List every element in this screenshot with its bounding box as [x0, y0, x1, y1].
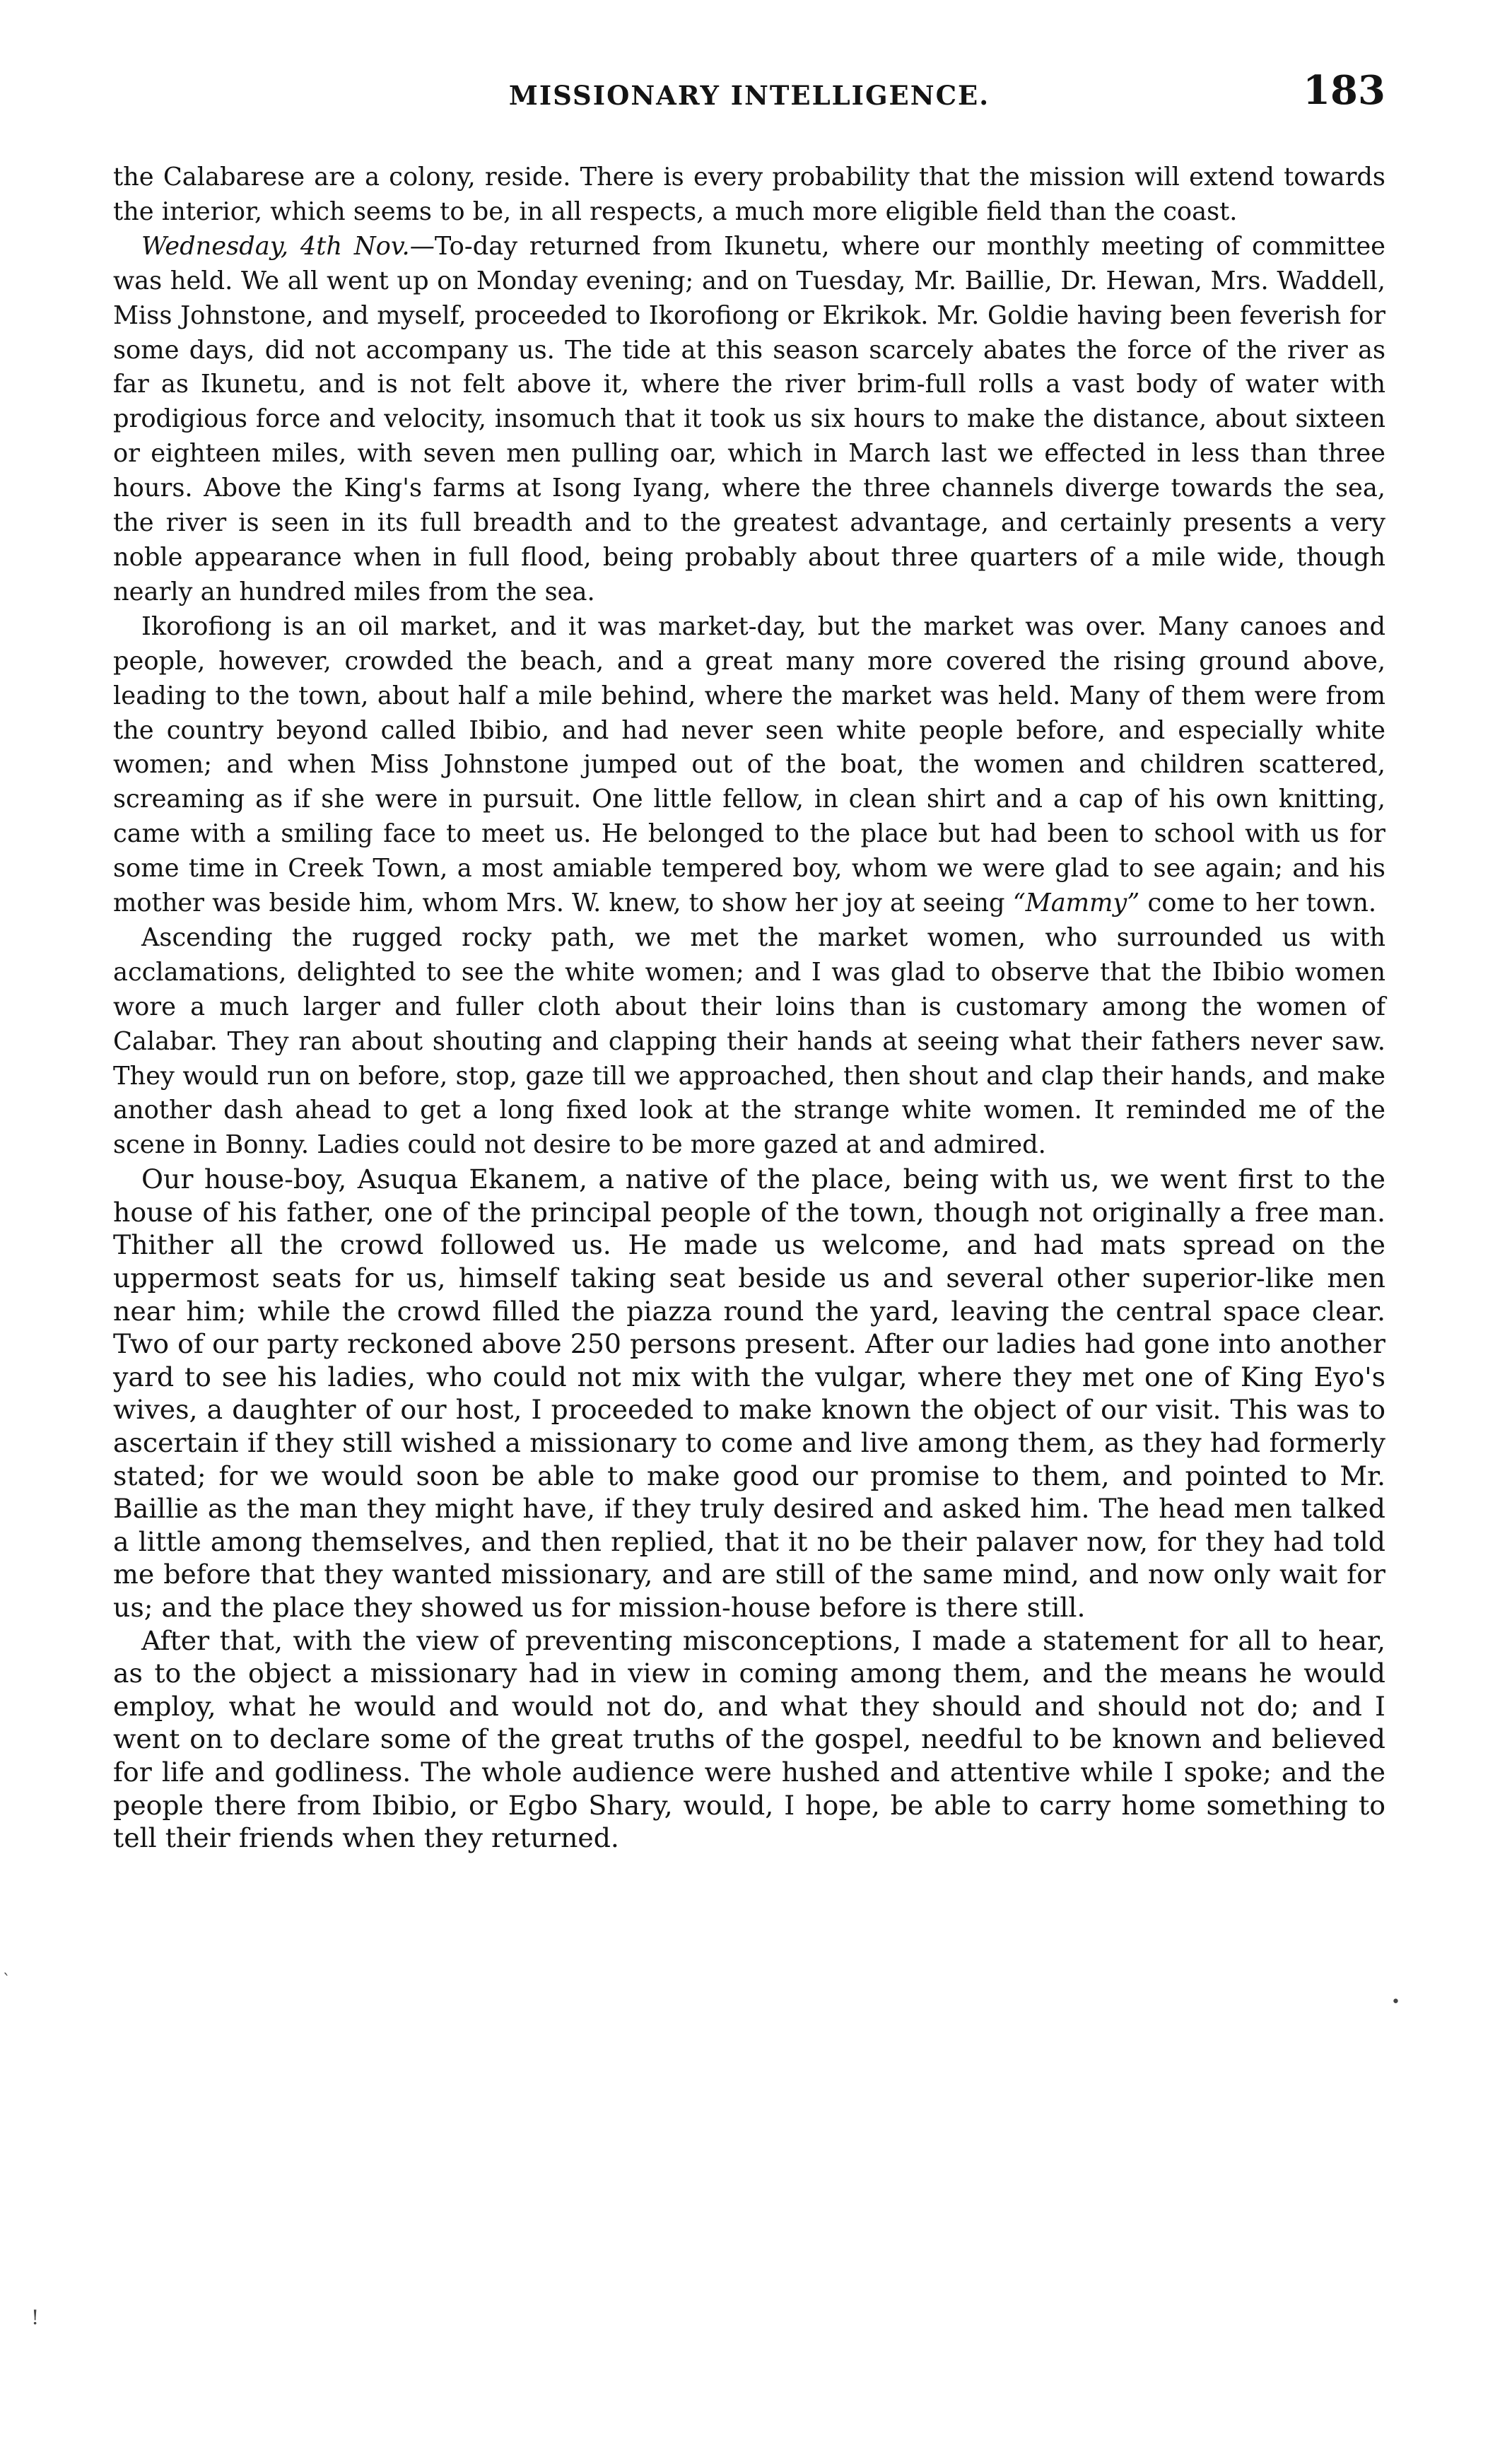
dateline: Wednesday, 4th Nov. — [141, 231, 410, 261]
margin-mark-right: • — [1391, 1993, 1400, 2011]
page-number: 183 — [1303, 67, 1385, 114]
running-header — [113, 67, 1385, 131]
margin-mark-bottom-left: ! — [31, 2306, 40, 2329]
paragraph-5: Our house-boy, Asuqua Ekanem, a native of the place, being with us, we went first to the house of his father, one of the principal people of the town, though not originally a free man. Thither all the crowd followed us. He made us welcome, and had mats spread on the uppermost seats for us, himself taking seat beside us and several other superior-like men near him; while the crowd filled the piazza round the yard, leaving the central space clear. Two of our party reckoned above 250 persons present. After our ladies had gone into another yard to see his ladies, who could not mix with the vulgar, where they met one of King Eyo's wives, a daughter of our host, I proceeded to make known the object of our visit. This was to ascertain if they still wished a missionary to come and live among them, as they had formerly stated; for we would soon be able to make good our promise to them, and pointed to Mr. Baillie as the man they might have, if they truly desired and asked him. The head men talked a little among themselves, and then replied, that it no be their palaver now, for they had told me before that they wanted missionary, and are still of the same mind, and now only wait for us; and the place they showed us for mission-house before is there still. — [113, 1163, 1385, 1623]
margin-mark-top-left: ` — [3, 1972, 11, 1990]
paragraph-2-text: —To-day returned from Ikunetu, where our monthly meeting of committee was held. We all went up on Monday evening; and on Tuesday, Mr. Baillie, Dr. Hewan, Mrs. Waddell, Miss Johnstone, and myself, proceeded to Ikorofiong or Ekrikok. Mr. Goldie having been feverish for some days, did not accompany us. The tide at this season scarcely abates the force of the river as far as Ikunetu, and is not felt above it, where the river brim-full rolls a vast body of water with prodigious force and velocity, insomuch that it took us six hours to make the distance, about sixteen or eighteen miles, with seven men pulling oar, which in March last we effected in less than three hours. Above the King's farms at Isong Iyang, where the three channels diverge towards the sea, the river is seen in its full breadth and to the greatest advantage, and certainly presents a very noble appearance when in full flood, being probably about three quarters of a mile wide, though nearly an hundred miles from the sea. — [113, 231, 1385, 606]
paragraph-3-end: come to her town. — [1139, 889, 1377, 918]
paragraph-3 — [113, 610, 1385, 921]
paragraph-6: After that, with the view of preventing misconceptions, I made a statement for all to hear, as to the object a missionary had in view in coming among them, and the means he would employ, what he would and would not do, and what they should and should not do; and I went on to declare some of the great truths of the gospel, needful to be known and believed for life and godliness. The whole audience were hushed and attentive while I spoke; and the people there from Ibibio, or Egbo Shary, would, I hope, be able to carry home something to tell their friends when they returned. — [113, 1624, 1385, 1854]
running-title: MISSIONARY INTELLIGENCE. — [508, 80, 990, 111]
article-body — [113, 160, 1385, 1855]
mammy-quote: “Mammy” — [1012, 889, 1140, 918]
page — [113, 67, 1385, 1855]
paragraph-1: the Calabarese are a colony, reside. There is every probability that the mission will extend towards the interior, which seems to be, in all respects, a much more eligible field than the coast. — [113, 163, 1385, 226]
paragraph-3-text: Ikorofiong is an oil market, and it was market-day, but the market was over. Many canoes and people, however, crowded the beach, and a great many more covered the rising ground above, leading to the town, about half a mile behind, where the market was held. Many of them were from the country beyond called Ibibio, and had never seen white people before, and especially white women; and when Miss Johnstone jumped out of the boat, the women and children scattered, screaming as if she were in pursuit. One little fellow, in clean shirt and a cap of his own knitting, came with a smiling face to meet us. He belonged to the place but had been to school with us for some time in Creek Town, a most amiable tempered boy, whom we were glad to see again; and his mother was beside him, whom Mrs. W. knew, to show her joy at seeing — [113, 611, 1385, 918]
paragraph-4: Ascending the rugged rocky path, we met the market women, who surrounded us with acclamations, delighted to see the white women; and I was glad to observe that the Ibibio women wore a much larger and fuller cloth about their loins than is customary among the women of Calabar. They ran about shouting and clapping their hands at seeing what their fathers never saw. They would run on before, stop, gaze till we approached, then shout and clap their hands, and make another dash ahead to get a long fixed look at the strange white women. It reminded me of the scene in Bonny. Ladies could not desire to be more gazed at and admired. — [113, 922, 1385, 1160]
paragraph-2 — [113, 230, 1385, 610]
